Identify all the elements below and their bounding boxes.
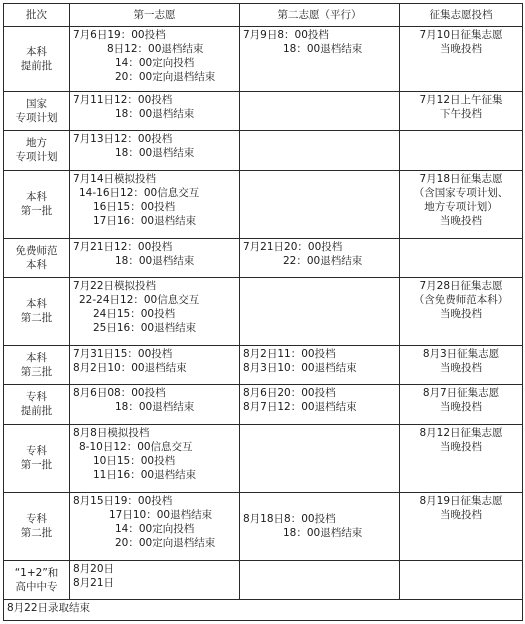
first-choice-cell: [70, 277, 240, 345]
batch-cell: [4, 238, 70, 277]
first-line: 17日10：00退档结束: [109, 508, 213, 521]
batch-label-line: 专项计划: [15, 151, 58, 164]
second-choice-cell: [240, 91, 400, 130]
second-choice-cell: [240, 385, 400, 424]
first-choice-cell: [70, 170, 240, 238]
second-choice-cell: [240, 345, 400, 384]
batch-label-line: 本科: [26, 352, 47, 365]
first-line: 7月13日12：00投档: [73, 133, 173, 146]
first-line: 8月8日模拟投档: [73, 426, 150, 439]
call-line: （含国家专项计划、: [413, 186, 509, 199]
table-row: [4, 27, 523, 92]
first-choice-cell: [70, 560, 240, 599]
first-line: 20：00定向退档结束: [115, 536, 216, 549]
first-choice-cell: [70, 27, 240, 92]
first-line: 8月6日08：00投档: [73, 387, 166, 400]
batch-label-line: 本科: [26, 191, 47, 204]
second-line: 22：00退档结束: [283, 254, 363, 267]
first-line: 18：00退档结束: [115, 107, 195, 120]
second-choice-cell: [240, 131, 400, 170]
first-line: 24日15：00投档: [93, 307, 176, 320]
first-line: 16日15：00投档: [93, 200, 176, 213]
first-line: 25日16：00退档结束: [93, 321, 197, 334]
table-row: [4, 170, 523, 238]
first-line: 7月22日模拟投档: [73, 279, 157, 292]
first-line: 8-10日12：00信息交互: [79, 440, 193, 453]
table-row: [4, 277, 523, 345]
batch-label-line: 提前批: [20, 59, 53, 72]
footer-row: [4, 600, 523, 621]
batch-cell: [4, 131, 70, 170]
first-choice-cell: [70, 492, 240, 560]
call-line: 7月18日征集志愿: [419, 172, 503, 185]
batch-label-line: 专科: [26, 445, 47, 458]
call-line: 下午投档: [440, 107, 482, 120]
table-row: [4, 424, 523, 492]
call-line: 8月7日征集志愿: [422, 387, 500, 400]
call-for-applications-cell: [400, 238, 523, 277]
batch-label-line: 第三批: [20, 366, 53, 379]
call-line: 当晚投档: [440, 214, 482, 227]
first-line: 8月21日: [73, 576, 115, 589]
call-for-applications-cell: [400, 170, 523, 238]
batch-label-line: 第一批: [20, 205, 53, 218]
batch-label-line: 高中中专: [15, 580, 58, 593]
second-line: 18：00退档结束: [283, 43, 363, 55]
header-batch: 批次: [4, 4, 70, 27]
first-line: 14-16日12：00信息交互: [79, 186, 200, 199]
second-line: 8月18日8：00投档: [243, 513, 336, 526]
header-first-choice: 第一志愿: [70, 4, 240, 27]
admission-schedule-table: [3, 3, 523, 621]
batch-cell: [4, 277, 70, 345]
table-row: [4, 91, 523, 130]
first-line: 22-24日12：00信息交互: [79, 293, 200, 306]
first-line: 7月14日模拟投档: [73, 172, 157, 185]
call-line: 8月3日征集志愿: [422, 347, 500, 360]
second-line: 8月7日12：00退档结束: [243, 401, 357, 414]
call-line: 8月19日征集志愿: [419, 494, 503, 507]
second-choice-cell: [240, 560, 400, 599]
batch-label-line: 第一批: [20, 459, 53, 472]
second-line: 18：00退档结束: [283, 527, 363, 540]
batch-label-line: 本科: [26, 45, 47, 58]
first-choice-cell: [70, 345, 240, 384]
second-choice-cell: [240, 492, 400, 560]
second-line: 8月2日11：00投档: [243, 347, 336, 360]
batch-label-line: 国家: [26, 98, 47, 110]
call-line: 7月10日征集志愿: [419, 29, 503, 41]
call-line: （含免费师范本科）: [413, 293, 509, 306]
first-line: 8月20日: [73, 562, 115, 575]
call-for-applications-cell: [400, 424, 523, 492]
batch-label-line: 专科: [26, 513, 47, 526]
batch-cell: [4, 492, 70, 560]
batch-label-line: 第二批: [20, 312, 53, 325]
first-choice-cell: [70, 385, 240, 424]
call-for-applications-cell: [400, 560, 523, 599]
call-line: 当晚投档: [440, 307, 482, 320]
call-line: 当晚投档: [440, 440, 482, 453]
batch-cell: [4, 170, 70, 238]
call-for-applications-cell: [400, 385, 523, 424]
admission-end-note: 8月22日录取结束: [4, 600, 523, 621]
batch-label-line: 免费师范: [15, 244, 58, 257]
first-line: 8月2日10：00退档结束: [73, 361, 187, 374]
batch-cell: [4, 424, 70, 492]
header-second-choice: 第二志愿（平行）: [240, 4, 400, 27]
table-row: [4, 345, 523, 384]
first-line: 14：00定向投档: [115, 57, 195, 69]
call-line: 当晚投档: [440, 508, 482, 521]
batch-cell: [4, 345, 70, 384]
first-line: 14：00定向投档: [115, 522, 195, 535]
call-for-applications-cell: [400, 131, 523, 170]
second-choice-cell: [240, 170, 400, 238]
first-line: 7月11日12：00投档: [73, 93, 173, 106]
call-line: 8月12日征集志愿: [419, 426, 503, 439]
batch-label-line: 专项计划: [15, 112, 58, 124]
call-for-applications-cell: [400, 345, 523, 384]
call-for-applications-cell: [400, 277, 523, 345]
first-line: 10日15：00投档: [93, 454, 176, 467]
second-choice-cell: [240, 27, 400, 92]
first-line: 8日12：00退档结束: [107, 43, 204, 55]
table-row: [4, 385, 523, 424]
first-choice-cell: [70, 131, 240, 170]
batch-label-line: “1+2”和: [14, 566, 59, 579]
call-line: 7月28日征集志愿: [419, 279, 503, 292]
first-line: 7月21日12：00投档: [73, 240, 173, 253]
batch-label-line: 本科: [26, 258, 47, 271]
first-line: 18：00退档结束: [115, 254, 195, 267]
batch-cell: [4, 385, 70, 424]
second-line: 7月9日8：00投档: [243, 29, 329, 41]
first-line: 17日16：00退档结束: [93, 214, 197, 227]
batch-cell: [4, 91, 70, 130]
call-line: 当晚投档: [440, 401, 482, 414]
first-line: 18：00退档结束: [115, 401, 195, 414]
first-choice-cell: [70, 91, 240, 130]
call-for-applications-cell: [400, 492, 523, 560]
first-choice-cell: [70, 238, 240, 277]
batch-cell: [4, 27, 70, 92]
second-choice-cell: [240, 424, 400, 492]
first-line: 20：00定向退档结束: [115, 71, 216, 83]
batch-label-line: 第二批: [20, 527, 53, 540]
batch-label-line: 本科: [26, 298, 47, 311]
table-row: [4, 131, 523, 170]
call-line: 当晚投档: [440, 43, 482, 55]
first-line: 7月31日15：00投档: [73, 347, 173, 360]
first-line: 18：00退档结束: [115, 147, 195, 160]
call-for-applications-cell: [400, 27, 523, 92]
first-line: 8月15日19：00投档: [73, 494, 173, 507]
second-line: 8月6日20：00投档: [243, 387, 336, 400]
table-row: [4, 492, 523, 560]
batch-label-line: 地方: [26, 137, 47, 150]
table-row: [4, 238, 523, 277]
second-choice-cell: [240, 277, 400, 345]
second-line: 7月21日20：00投档: [243, 240, 343, 253]
second-line: 8月3日10：00退档结束: [243, 361, 357, 374]
first-line: 7月6日19：00投档: [73, 29, 166, 41]
header-row: [4, 4, 523, 27]
call-line: 地方专项计划）: [424, 200, 498, 213]
header-call-for-applications: 征集志愿投档: [400, 4, 523, 27]
second-choice-cell: [240, 238, 400, 277]
call-for-applications-cell: [400, 91, 523, 130]
first-choice-cell: [70, 424, 240, 492]
table-row: [4, 560, 523, 599]
batch-label-line: 提前批: [20, 405, 53, 418]
batch-label-line: 专科: [26, 391, 47, 404]
call-line: 7月12日上午征集: [419, 93, 503, 106]
first-line: 11日16：00退档结束: [93, 468, 197, 481]
batch-cell: [4, 560, 70, 599]
call-line: 当晚投档: [440, 361, 482, 374]
